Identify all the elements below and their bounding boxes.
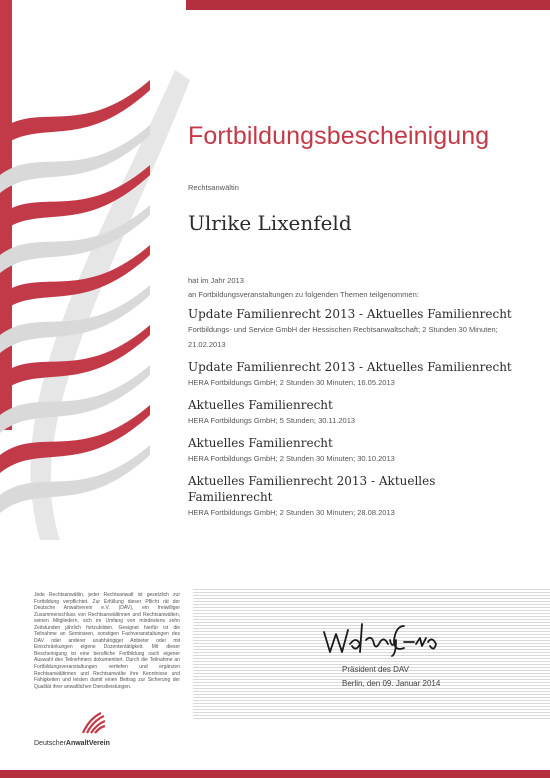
course-item	[188, 359, 518, 390]
recipient-name: Ulrike Lixenfeld	[188, 211, 352, 235]
dav-logo-icon	[80, 711, 106, 735]
course-title: Update Familienrecht 2013 - Aktuelles Familienrecht	[188, 360, 512, 374]
intro-text	[188, 274, 419, 302]
signatory-title: Präsident des DAV	[342, 665, 409, 674]
legal-notice: Jede Rechtsanwältin, jeder Rechtsanwalt ist gesetzlich zur Fortbildung verpflichtet. Zur Erfüllung dieser Pflicht rät der Deutsche Anwaltverein e.V. (DAV), ein freiwilliger Zusammenschluss von Rechtsanwältinnen und Rechtsanwälten, seinen Mitgliedern, sich im Umfang von mindestens zehn Zeitstunden jährlich fortzubilden. Geeignet hierfür ist die Teilnahme an Seminaren, sonstigen Fachveranstaltungen des DAV oder anderer unabhängiger Anbieter oder mit Einschränkungen eigene Dozententätigkeit. Mit dieser Bescheinigung ist eine berufliche Fortbildung nach eigener Auswahl des Teilnehmers dokumentiert. Durch die Teilnahme an Fortbildungsveranstaltungen vertiefen und ergänzen Rechtsanwältinnen und Rechtsanwälte ihre Kenntnisse und Fähigkeiten und leisten damit einen Beitrag zur Sicherung der Qualität ihrer anwaltlichen Dienstleistungen.	[34, 592, 180, 690]
course-detail: HERA Fortbildungs GmbH; 5 Stunden; 30.11.2013	[188, 416, 356, 425]
course-item	[188, 473, 518, 520]
place-and-date: Berlin, den 09. Januar 2014	[342, 679, 441, 688]
course-title: Aktuelles Familienrecht 2013 - Aktuelles Familienrecht	[188, 474, 436, 504]
signature-image	[320, 618, 470, 660]
course-item	[188, 435, 518, 466]
dav-logo-text	[34, 740, 110, 747]
certificate-title: Fortbildungsbescheinigung	[188, 122, 490, 150]
course-title: Aktuelles Familienrecht	[188, 436, 333, 450]
logo-text-part2: AnwaltVerein	[65, 740, 110, 747]
top-accent-bar	[186, 0, 550, 10]
intro-line-1: hat im Jahr 2013	[188, 276, 244, 285]
logo-text-part1: Deutscher	[34, 740, 66, 747]
intro-line-2: an Fortbildungsveranstaltungen zu folgenden Themen teilgenommen:	[188, 290, 419, 299]
course-detail: HERA Fortbildungs GmbH; 2 Stunden 30 Minuten; 30.10.2013	[188, 454, 395, 463]
wave-ribbon-decoration	[0, 0, 200, 560]
course-list	[188, 306, 518, 527]
course-item	[188, 306, 518, 352]
course-detail: HERA Fortbildungs GmbH; 2 Stunden 30 Minuten; 28.08.2013	[188, 508, 395, 517]
ribbon-band	[0, 80, 150, 148]
course-detail: Fortbildungs- und Service GmbH der Hessischen Rechtsanwaltschaft; 2 Stunden 30 Minuten; 21.02.2013	[188, 325, 498, 349]
course-title: Update Familienrecht 2013 - Aktuelles Familienrecht	[188, 307, 512, 321]
course-title: Aktuelles Familienrecht	[188, 398, 333, 412]
course-item	[188, 397, 518, 428]
recipient-role: Rechtsanwältin	[188, 183, 239, 192]
bottom-accent-bar	[0, 770, 550, 778]
course-detail: HERA Fortbildungs GmbH; 2 Stunden 30 Minuten; 16.05.2013	[188, 378, 395, 387]
